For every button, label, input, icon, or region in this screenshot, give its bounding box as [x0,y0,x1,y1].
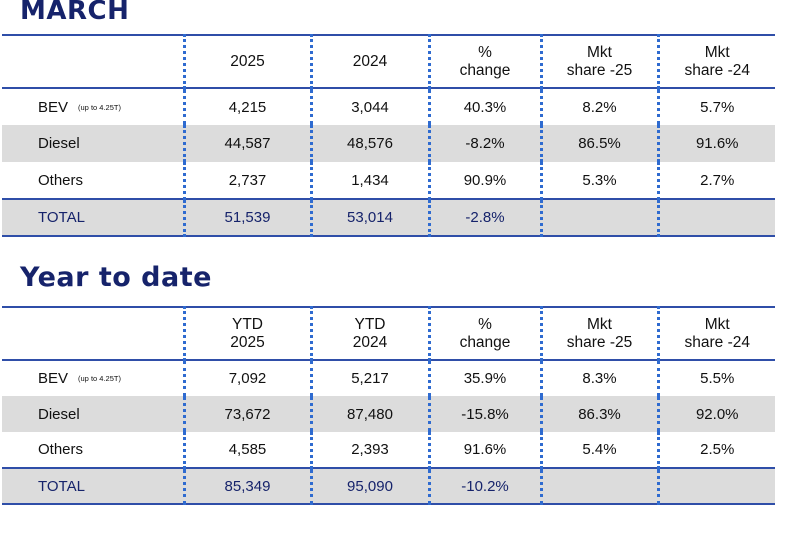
ytd-title: Year to date [20,262,212,293]
cell: 73,672 [184,396,311,432]
row-label: TOTAL [2,468,184,504]
cell: 85,349 [184,468,311,504]
cell: -2.8% [429,199,541,236]
header-share-24: Mkt share -24 [658,307,775,360]
header-pct-change: % change [429,307,541,360]
header-share-24: Mkt share -24 [658,35,775,88]
row-label: Diesel [2,396,184,432]
cell [658,199,775,236]
cell [658,468,775,504]
table-row [2,360,775,396]
table-row [2,396,775,432]
cell: 91.6% [658,125,775,162]
row-label: BEV $^{(up to 4.25T)}$ [2,360,184,396]
cell: -8.2% [429,125,541,162]
cell: 48,576 [311,125,429,162]
cell: 5.3% [541,162,658,199]
march-table [2,34,775,237]
total-row [2,199,775,236]
row-label: Others [38,171,84,189]
cell: 2,737 [184,162,311,199]
cell: 95,090 [311,468,429,504]
cell: 87,480 [311,396,429,432]
header-2025: 2025 [184,35,311,88]
cell [541,468,658,504]
cell: 8.3% [541,360,658,396]
cell: 3,044 [311,88,429,125]
cell: 7,092 [184,360,311,396]
cell: 4,215 [184,88,311,125]
cell: 86.5% [541,125,658,162]
cell: 44,587 [184,125,311,162]
header-row [2,307,775,360]
cell: 2.5% [658,432,775,468]
cell: 35.9% [429,360,541,396]
table-row [2,432,775,468]
ytd-table [2,306,775,505]
row-label: TOTAL [2,199,184,236]
cell: -15.8% [429,396,541,432]
header-2024: 2024 [311,35,429,88]
row-label: Diesel [2,125,184,162]
total-row [2,468,775,504]
header-pct-change: % change [429,35,541,88]
table-row [2,125,775,162]
cell: 5,217 [311,360,429,396]
cell: 53,014 [311,199,429,236]
cell [541,199,658,236]
bev-note: (up to 4.25T) [78,102,121,112]
cell: 92.0% [658,396,775,432]
cell: 40.3% [429,88,541,125]
row-label: BEV $^{(up to 4.25T)}$ [2,88,184,125]
corner-cell [2,307,184,360]
header-share-25: Mkt share -25 [541,307,658,360]
cell: -10.2% [429,468,541,504]
cell: 86.3% [541,396,658,432]
cell: 91.6% [429,432,541,468]
table-row [2,88,775,125]
header-share-25: Mkt share -25 [541,35,658,88]
cell: 8.2% [541,88,658,125]
cell: 2.7% [658,162,775,199]
header-ytd-2024: YTD 2024 [311,307,429,360]
cell: 51,539 [184,199,311,236]
cell: 5.5% [658,360,775,396]
cell: 2,393 [311,432,429,468]
header-row [2,35,775,88]
cell: 4,585 [184,432,311,468]
corner-cell [2,35,184,88]
row-label: Others [38,441,84,458]
march-title: MARCH [20,0,130,26]
cell: 1,434 [311,162,429,199]
cell: 5.7% [658,88,775,125]
cell: 90.9% [429,162,541,199]
cell: 5.4% [541,432,658,468]
table-row [2,162,775,199]
header-ytd-2025: YTD 2025 [184,307,311,360]
bev-note: (up to 4.25T) [78,374,121,383]
